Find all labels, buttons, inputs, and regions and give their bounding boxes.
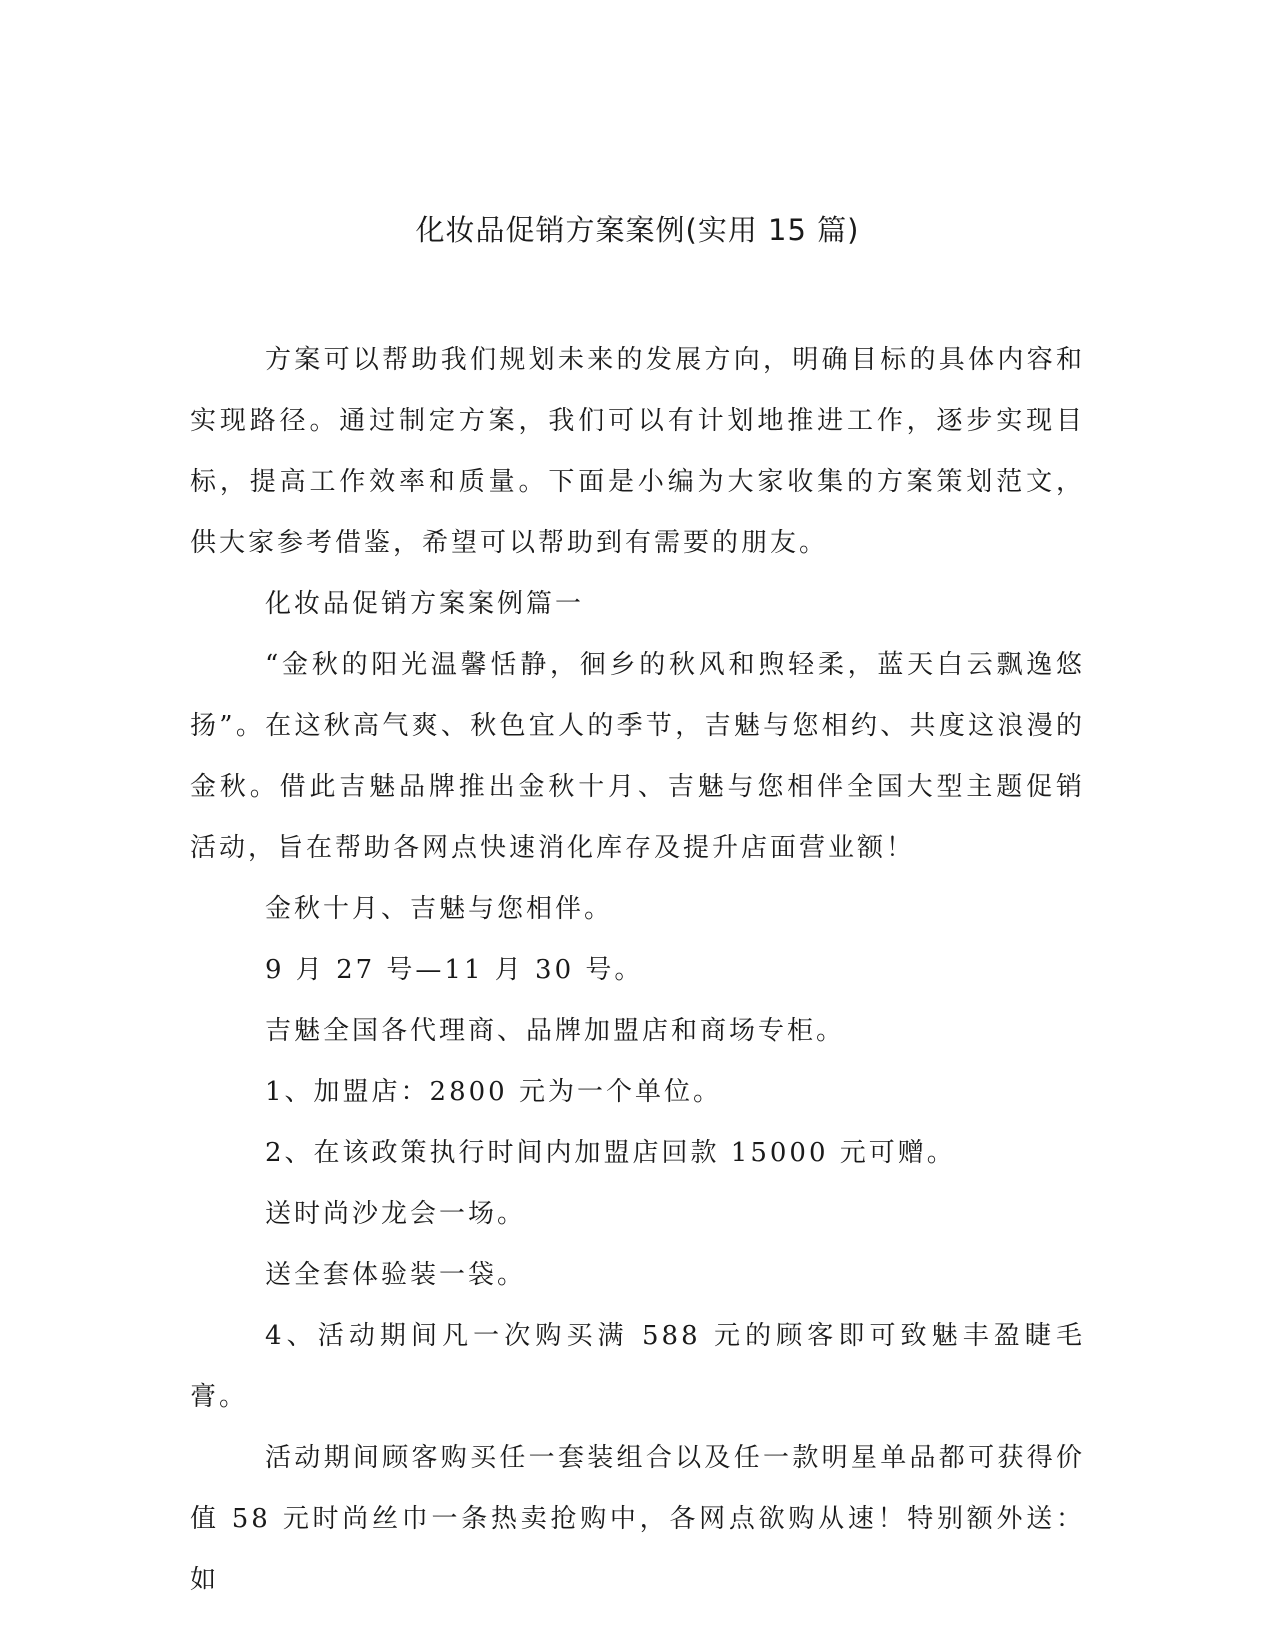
document-title: 化妆品促销方案案例(实用 15 篇): [415, 213, 860, 247]
body-paragraph: 金秋十月、吉魅与您相伴。: [265, 894, 614, 924]
body-paragraph: 9 月 27 号—11 月 30 号。: [265, 955, 644, 985]
body-paragraph: “金秋的阳光温馨恬静，徊乡的秋风和煦轻柔，蓝天白云飘逸悠扬”。在这秋高气爽、秋色宜人的季节，吉魅与您相约、共度这浪漫的金秋。借此吉魅品牌推出金秋十月、吉魅与您相伴全国大型主题促销活动，旨在帮助各网点快速消化库存及提升店面营业额！: [190, 650, 1085, 863]
list-item: 1、加盟店：2800 元为一个单位。: [265, 1077, 722, 1107]
body-paragraph: 送全套体验装一袋。: [265, 1260, 527, 1290]
document-body: [190, 330, 1085, 1611]
list-item: 2、在该政策执行时间内加盟店回款 15000 元可赠。: [265, 1138, 956, 1168]
body-paragraph: 送时尚沙龙会一场。: [265, 1199, 527, 1229]
list-item: 4、活动期间凡一次购买满 588 元的顾客即可致魅丰盈睫毛膏。: [190, 1321, 1085, 1412]
body-paragraph: 吉魅全国各代理商、品牌加盟店和商场专柜。: [265, 1016, 846, 1046]
intro-paragraph: 方案可以帮助我们规划未来的发展方向，明确目标的具体内容和实现路径。通过制定方案，我们可以有计划地推进工作，逐步实现目标，提高工作效率和质量。下面是小编为大家收集的方案策划范文，供大家参考借鉴，希望可以帮助到有需要的朋友。: [190, 345, 1085, 558]
body-paragraph: 活动期间顾客购买任一套装组合以及任一款明星单品都可获得价值 58 元时尚丝巾一条热卖抢购中，各网点欲购从速！特别额外送：如: [190, 1443, 1085, 1595]
section-heading: 化妆品促销方案案例篇一: [265, 589, 585, 619]
